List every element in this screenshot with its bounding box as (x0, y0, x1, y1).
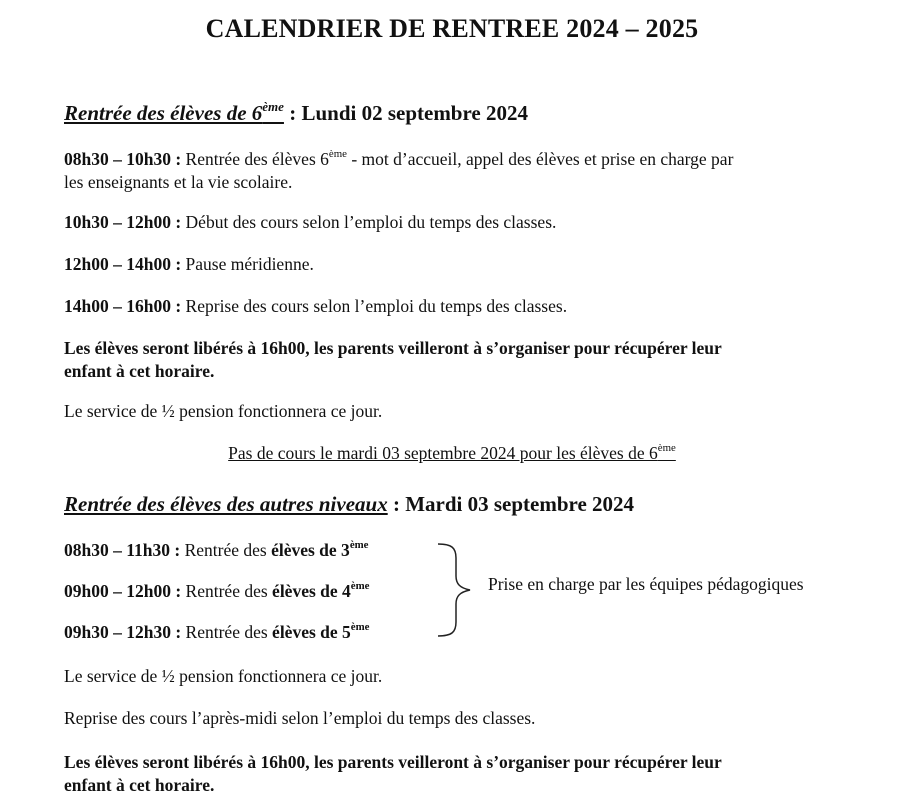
others-slot-1 (64, 539, 368, 562)
sixth-slot-1-line2: les enseignants et la vie scolaire. (64, 172, 293, 192)
slot-text: Reprise des cours selon l’emploi du temps des classes. (181, 296, 568, 316)
others-heading-label: Rentrée des élèves des autres niveaux (64, 492, 388, 516)
slot-sup: ème (349, 539, 369, 552)
brace-note: Prise en charge par les équipes pédagogiques (488, 574, 804, 594)
slot-time: 08h30 – 11h30 : (64, 540, 181, 560)
slot-text-b: - mot d’accueil, appel des élèves et prise en charge par (346, 149, 734, 169)
sixth-slot-3 (64, 253, 314, 276)
no-class-notice (0, 442, 904, 465)
slot-text: Rentrée des (180, 540, 272, 560)
slot-time: 08h30 – 10h30 : (64, 149, 182, 169)
others-heading (64, 492, 634, 517)
slot-text-a: Rentrée des élèves 6 (181, 149, 329, 169)
slot-sup: ème (328, 148, 347, 161)
slot-time: 09h00 – 12h00 : (64, 581, 182, 601)
notice-sup: ème (657, 442, 676, 455)
page-title: CALENDRIER DE RENTREE 2024 – 2025 (205, 14, 699, 43)
sixth-slot-2 (64, 211, 556, 234)
slot-time: 09h30 – 12h30 : (64, 622, 182, 642)
sixth-slot-1 (64, 148, 733, 171)
slot-text: Début des cours selon l’emploi du temps des classes. (181, 212, 557, 232)
slot-text: Pause méridienne. (181, 254, 314, 274)
sixth-release-line1: Les élèves seront libérés à 16h00, les parents veilleront à s’organiser pour récupérer leur (64, 338, 722, 358)
slot-bold: élèves de 4 (272, 581, 351, 601)
sixth-slot-4 (64, 295, 567, 318)
sixth-heading-date: Lundi 02 septembre 2024 (301, 101, 529, 125)
sixth-heading-sup: ème (262, 98, 284, 114)
others-afternoon: Reprise des cours l’après-midi selon l’emploi du temps des classes. (64, 708, 536, 728)
sixth-canteen: Le service de ½ pension fonctionnera ce jour. (64, 401, 383, 421)
sixth-heading (64, 98, 529, 126)
others-heading-sep: : (387, 492, 400, 516)
slot-bold: élèves de 5 (272, 622, 351, 642)
slot-text: Rentrée des (181, 622, 273, 642)
others-heading-date: Mardi 03 septembre 2024 (405, 492, 635, 516)
others-canteen: Le service de ½ pension fonctionnera ce jour. (64, 666, 383, 686)
sixth-release-line2: enfant à cet horaire. (64, 361, 215, 381)
slot-text: Rentrée des (181, 581, 273, 601)
notice-text: Pas de cours le mardi 03 septembre 2024 pour les élèves de 6 (228, 443, 658, 463)
sixth-heading-sep: : (283, 101, 297, 125)
slot-sup: ème (350, 621, 370, 634)
slot-time: 12h00 – 14h00 : (64, 254, 182, 274)
sixth-heading-label: Rentrée des élèves de 6 (64, 101, 263, 125)
others-slot-3 (64, 621, 369, 644)
others-release-line2: enfant à cet horaire. (64, 775, 215, 795)
curly-brace-icon (434, 540, 478, 640)
slot-sup: ème (350, 580, 370, 593)
slot-time: 14h00 – 16h00 : (64, 296, 182, 316)
others-release-line1: Les élèves seront libérés à 16h00, les parents veilleront à s’organiser pour récupérer leur (64, 752, 722, 772)
slot-bold: élèves de 3 (271, 540, 350, 560)
slot-time: 10h30 – 12h00 : (64, 212, 182, 232)
others-slot-2 (64, 580, 369, 603)
